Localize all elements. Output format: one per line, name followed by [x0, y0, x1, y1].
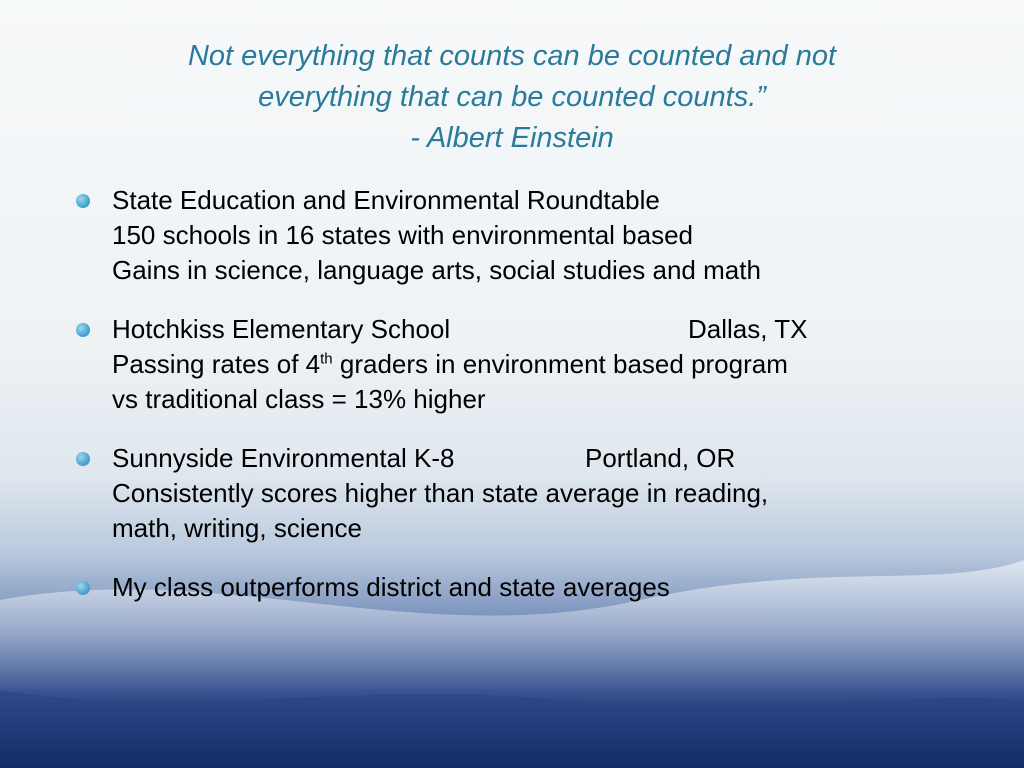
- list-item: [74, 312, 954, 417]
- list-item: [74, 570, 954, 605]
- list-item: [74, 183, 954, 288]
- bullet-icon: [76, 194, 90, 208]
- bullet-detail: Gains in science, language arts, social studies and math: [112, 255, 761, 285]
- bullet-list: [74, 183, 954, 629]
- location-label: Dallas, TX: [688, 314, 808, 344]
- bullet-detail: 150 schools in 16 states with environmental based: [112, 220, 694, 250]
- bullet-detail: math, writing, science: [112, 513, 362, 543]
- bullet-icon: [76, 452, 90, 466]
- ordinal-superscript: th: [320, 350, 333, 368]
- quote-author: - Albert Einstein: [410, 122, 614, 154]
- bullet-heading: Hotchkiss Elementary School: [112, 314, 451, 344]
- bullet-icon: [76, 323, 90, 337]
- quote-line-2: everything that can be counted counts.”: [258, 81, 766, 113]
- detail-text: Passing rates of 4: [112, 349, 321, 379]
- bullet-heading: My class outperforms district and state averages: [112, 572, 670, 602]
- list-item: [74, 441, 954, 546]
- bullet-heading-row: [112, 312, 954, 347]
- bullet-heading: State Education and Environmental Roundtable: [112, 185, 660, 215]
- bullet-detail: Consistently scores higher than state average in reading,: [112, 478, 769, 508]
- location-label: Portland, OR: [585, 443, 736, 473]
- bullet-heading: Sunnyside Environmental K-8: [112, 443, 455, 473]
- quote-title: [60, 36, 964, 159]
- bullet-heading-row: [112, 441, 954, 476]
- bullet-icon: [76, 581, 90, 595]
- bullet-detail: [112, 347, 954, 382]
- quote-line-1: Not everything that counts can be counted and not: [187, 40, 837, 72]
- detail-text: graders in environment based program: [332, 349, 788, 379]
- bullet-detail: vs traditional class = 13% higher: [112, 384, 486, 414]
